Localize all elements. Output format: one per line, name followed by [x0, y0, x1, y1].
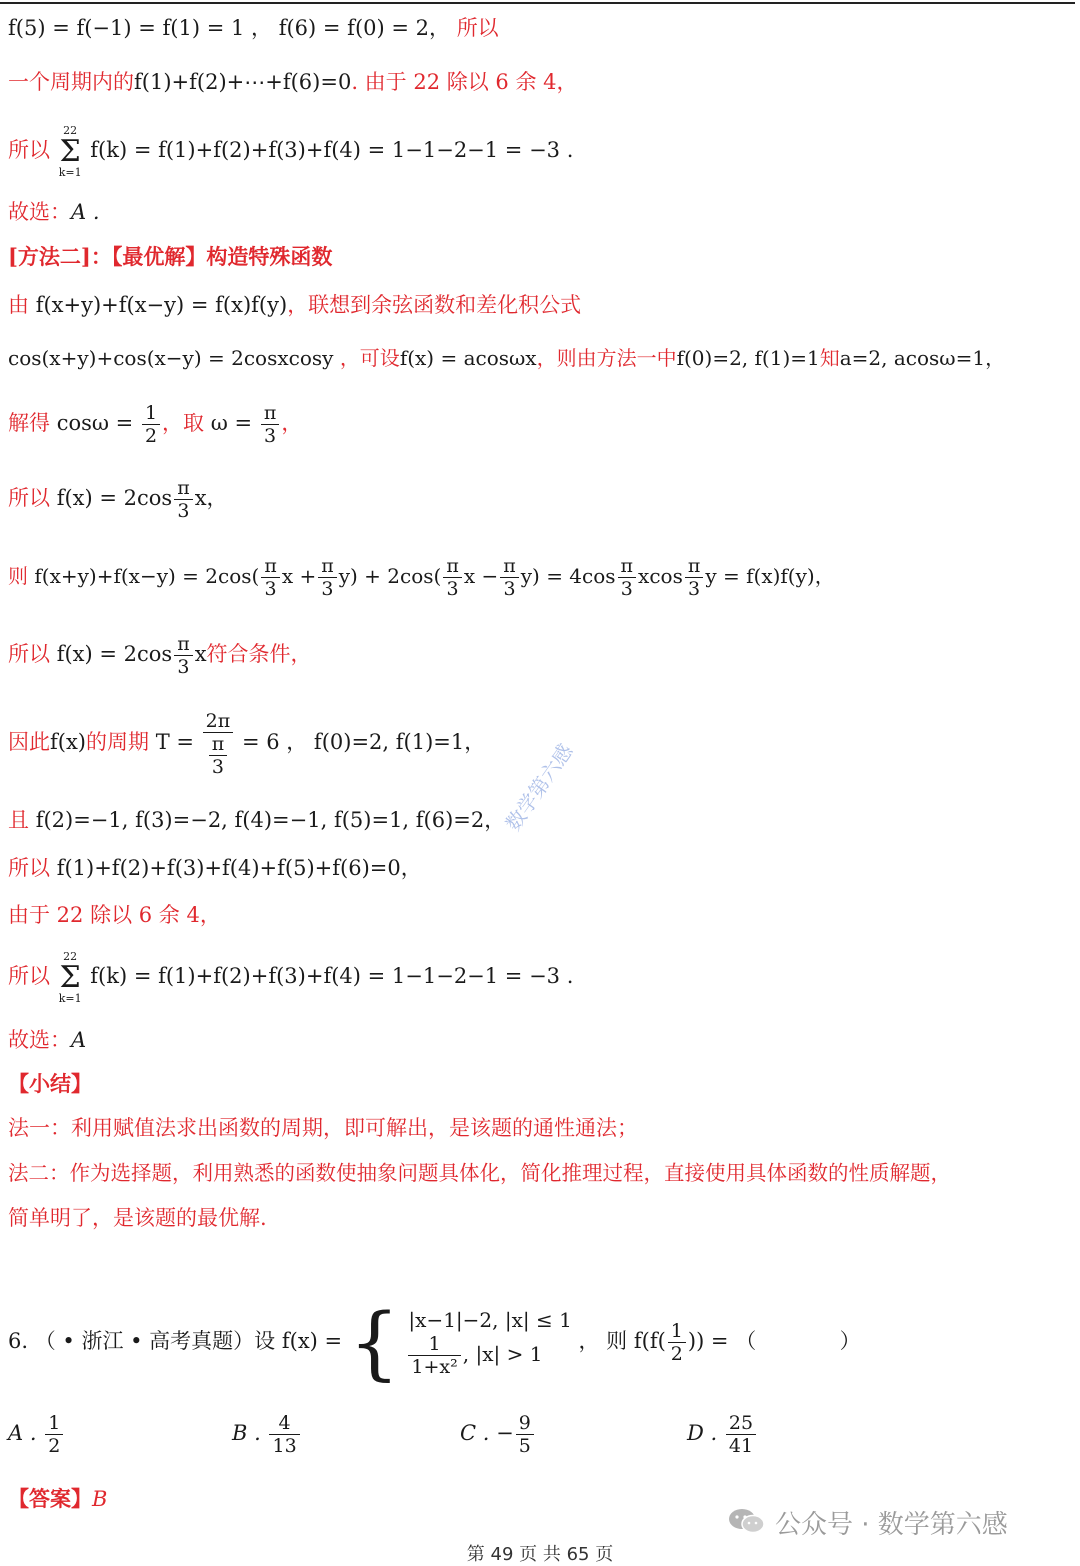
denominator: 3 — [620, 578, 633, 600]
line-12 — [8, 700, 485, 784]
denominator: 41 — [728, 1435, 754, 1457]
numerator: π — [685, 555, 704, 578]
math-expr: f(x+y)+f(x−y) = f(x)f(y) — [35, 293, 288, 317]
line-3 — [8, 122, 573, 179]
denominator: 2 — [144, 425, 158, 447]
option-letter: A . — [8, 1421, 37, 1445]
math-expr: ω = — [210, 411, 253, 435]
answer-letter: A — [71, 1028, 87, 1052]
answer-line — [8, 1484, 107, 1514]
text: ， — [281, 411, 303, 435]
math-expr: a=2, acosω=1， — [839, 346, 1006, 370]
text: ，取 — [162, 411, 205, 435]
numerator: 2π — [203, 710, 234, 733]
option-c[interactable] — [460, 1412, 536, 1457]
line-15: 由于 22 除以 6 余 4， — [8, 903, 221, 927]
summary-heading: 【小结】 — [8, 1071, 92, 1096]
fraction-pi-over-3 — [174, 477, 193, 522]
option-fraction — [45, 1412, 63, 1457]
line-4 — [8, 197, 100, 227]
denominator: 3 — [503, 578, 516, 600]
fraction-pi-over-3 — [209, 733, 228, 778]
line-11 — [8, 628, 312, 680]
text: 所以 — [8, 486, 50, 510]
numerator: 9 — [516, 1412, 534, 1435]
text: . 由于 22 除以 6 余 4， — [351, 70, 578, 94]
math-expr: f(0)=2, f(1)=1 — [676, 346, 820, 370]
text: 所以 — [456, 16, 499, 40]
math-expr: f(k) = f(1)+f(2)+f(3)+f(4) = 1−1−2−1 = −3 . — [90, 138, 574, 162]
text: 知 — [819, 346, 840, 370]
sum-upper: 22 — [63, 949, 78, 963]
math-expr: cos(x+y)+cos(x−y) = 2cosxcosy — [8, 346, 334, 370]
denominator: 3 — [446, 578, 459, 600]
fraction-2pi-over-pi-over-3 — [203, 710, 234, 778]
math-expr: x — [194, 642, 207, 666]
denominator: 5 — [518, 1435, 531, 1457]
numerator: 4 — [269, 1412, 299, 1435]
fraction-pi-over-3 — [261, 555, 280, 600]
text: 故选： — [8, 1028, 71, 1052]
fraction-pi-over-3 — [318, 555, 337, 600]
numerator: 1 — [45, 1412, 63, 1435]
numerator: π — [318, 555, 337, 578]
math-expr: xcos — [638, 564, 683, 588]
sum-lower: k=1 — [58, 165, 82, 179]
math-expr: )) = （ — [687, 1329, 757, 1353]
denominator: 3 — [211, 755, 224, 778]
fraction-one-half — [142, 402, 160, 447]
line-13 — [8, 805, 505, 835]
fraction-pi-over-3 — [500, 555, 519, 600]
math-expr: ， 则 f(f( — [578, 1329, 666, 1353]
fraction-pi-over-3 — [261, 402, 280, 447]
math-expr: f(2)=−1, f(3)=−2, f(4)=−1, f(5)=1, f(6)=2， — [35, 808, 506, 832]
text: ，联想到余弦函数和差化积公式 — [287, 293, 582, 317]
numerator: 1 — [408, 1333, 460, 1356]
line-6 — [8, 290, 581, 320]
summation — [59, 125, 82, 179]
math-expr: f(x) = acosωx — [399, 346, 537, 370]
page-footer: 第 49 页 共 65 页 — [466, 1544, 614, 1565]
denominator: 3 — [321, 578, 334, 600]
math-expr: x， — [194, 486, 228, 510]
case-2 — [408, 1333, 571, 1378]
option-d[interactable] — [687, 1412, 758, 1457]
option-letter: D . — [687, 1421, 718, 1445]
fraction-one-half — [668, 1320, 686, 1365]
denominator: 3 — [688, 578, 701, 600]
wechat-icon — [727, 1506, 767, 1536]
option-b[interactable] — [232, 1412, 302, 1457]
text: ，则由方法一中 — [536, 346, 677, 370]
wechat-account-label: 公众号 · 数学第六感 — [775, 1510, 1008, 1540]
sum-lower: k=1 — [58, 991, 82, 1005]
text: 所以 — [8, 138, 50, 162]
math-expr: y = f(x)f(y)， — [705, 564, 835, 588]
math-expr: x − — [463, 564, 499, 588]
text: 因此 — [8, 730, 50, 754]
math-expr: y) = 4cos — [520, 564, 616, 588]
denominator: 2 — [670, 1343, 683, 1365]
question-prefix: 6. （ • 浙江 • 高考真题）设 f(x) = — [8, 1329, 343, 1353]
denominator: 3 — [264, 578, 277, 600]
math-expr: f(x+y)+f(x−y) = 2cos( — [34, 564, 260, 588]
text: 且 — [8, 808, 29, 832]
fraction-pi-over-3 — [618, 555, 637, 600]
numerator: π — [443, 555, 462, 578]
option-fraction — [269, 1412, 299, 1457]
fraction-case-2 — [408, 1333, 460, 1378]
fraction-pi-over-3 — [443, 555, 462, 600]
answer-letter: A . — [71, 200, 100, 224]
denominator: 1+x² — [411, 1356, 458, 1378]
line-9 — [8, 472, 228, 524]
piecewise-cases — [408, 1307, 571, 1378]
case-2-condition: , |x| > 1 — [462, 1342, 543, 1366]
math-expr: f(k) = f(1)+f(2)+f(3)+f(4) = 1−1−2−1 = −3 . — [90, 964, 574, 988]
text: 所以 — [8, 964, 50, 988]
case-1: |x−1|−2, |x| ≤ 1 — [408, 1308, 572, 1332]
math-expr: y) + 2cos( — [338, 564, 442, 588]
numerator: π — [174, 633, 193, 656]
text: 则 — [8, 564, 28, 588]
text: 一个周期内的 — [8, 70, 134, 94]
numerator: π — [209, 733, 228, 756]
text: ，可设 — [339, 346, 400, 370]
line-1 — [8, 13, 499, 43]
option-letter: C . — [460, 1421, 490, 1445]
numerator: π — [261, 555, 280, 578]
numerator: π — [500, 555, 519, 578]
option-letter: B . — [232, 1421, 261, 1445]
denominator: 3 — [177, 656, 190, 678]
math-expr: f(x) = 2cos — [56, 642, 173, 666]
fraction-pi-over-3 — [174, 633, 193, 678]
text: 所以 — [8, 642, 50, 666]
answer-label: 【答案】 — [8, 1486, 92, 1511]
watermark: 数学第六感 — [500, 739, 578, 836]
sum-upper: 22 — [63, 123, 78, 137]
line-10 — [8, 550, 835, 602]
math-expr: f(x) = 2cos — [56, 486, 173, 510]
line-14 — [8, 853, 422, 883]
fraction-pi-over-3 — [685, 555, 704, 600]
text: 的周期 — [86, 730, 150, 754]
math-expr: = 6 ， f(0)=2, f(1)=1， — [241, 730, 486, 754]
option-a[interactable] — [8, 1412, 65, 1457]
math-expr: f(x) — [50, 730, 87, 754]
text: 所以 — [8, 856, 50, 880]
question-6 — [8, 1295, 861, 1389]
math-expr: f(1)+f(2)+⋯+f(6)=0 — [134, 70, 352, 94]
text: 符合条件， — [206, 642, 312, 666]
denominator — [203, 733, 234, 778]
text: 故选： — [8, 200, 71, 224]
option-fraction — [726, 1412, 756, 1457]
method-two-heading: [方法二]：【最优解】构造特殊函数 — [8, 244, 333, 269]
line-2 — [8, 67, 577, 97]
math-expr: cosω = — [56, 411, 134, 435]
denominator: 3 — [177, 500, 190, 522]
summary-line-3: 简单明了，是该题的最优解. — [8, 1206, 267, 1230]
text: 由 — [8, 293, 29, 317]
numerator: 1 — [668, 1320, 686, 1343]
numerator: 1 — [142, 402, 160, 425]
summation — [59, 951, 82, 1005]
numerator: π — [618, 555, 637, 578]
math-expr: T = — [155, 730, 194, 754]
sigma-icon: Σ — [59, 959, 81, 995]
line-8 — [8, 397, 302, 449]
numerator: 25 — [726, 1412, 756, 1435]
math-expr: f(1)+f(2)+f(3)+f(4)+f(5)+f(6)=0， — [56, 856, 422, 880]
summary-line-2: 法二：作为选择题，利用熟悉的函数使抽象问题具体化，简化推理过程，直接使用具体函数的性质解题， — [8, 1161, 951, 1185]
denominator: 2 — [48, 1435, 61, 1457]
summary-line-1: 法一：利用赋值法求出函数的周期，即可解出，是该题的通性通法； — [8, 1116, 638, 1140]
math-expr: ） — [839, 1329, 861, 1353]
denominator: 3 — [264, 425, 277, 447]
line-16 — [8, 948, 573, 1005]
option-fraction — [516, 1412, 534, 1457]
option-sign: − — [496, 1421, 514, 1445]
line-7 — [8, 343, 1005, 373]
answer-value: B — [92, 1487, 108, 1511]
line-17 — [8, 1025, 86, 1055]
denominator: 13 — [272, 1435, 297, 1457]
math-expr: x + — [281, 564, 317, 588]
sigma-icon: Σ — [59, 133, 81, 169]
numerator: π — [174, 477, 193, 500]
left-brace-icon: { — [348, 1295, 400, 1389]
text: 解得 — [8, 411, 50, 435]
math-expr: f(5) = f(−1) = f(1) = 1 ， f(6) = f(0) = 2， — [8, 16, 450, 40]
numerator: π — [261, 402, 280, 425]
top-rule — [0, 2, 1075, 4]
